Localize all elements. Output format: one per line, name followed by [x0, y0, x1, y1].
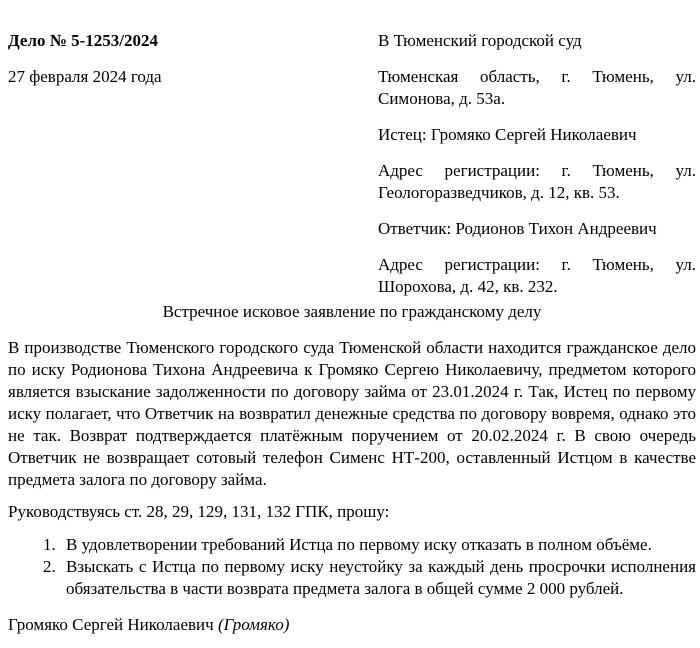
plaintiff-address: Адрес регистрации: г. Тюмень, ул. Геологоразведчиков, д. 12, кв. 53. [378, 161, 696, 202]
plea-intro: Руководствуясь ст. 28, 29, 129, 131, 132 ГПК, прошу: [8, 502, 390, 521]
document-header [8, 30, 696, 298]
case-number: Дело № 5-1253/2024 [8, 31, 158, 50]
defendant-address: Адрес регистрации: г. Тюмень, ул. Шорохова, д. 42, кв. 232. [378, 255, 696, 296]
court-name: В Тюменский городской суд [378, 31, 582, 50]
statement-body: В производстве Тюменского городского суда Тюменской области находится гражданское дело по иску Родионова Тихона Андреевича к Громяко Сергею Николаевичу, предметом которого является взыскание задолженности по договору займа от 23.01.2024 г. Так, Истец по первому иску полагает, что Ответчик на возвратил денежные средства по договору вовремя, однако это не так. Возврат подтверждается платёжным поручением от 20.02.2024 г. В свою очередь Ответчик не возвращает сотовый телефон Сименс НТ-200, оставленный Истцом в качестве предмета залога по договору займа. [8, 338, 696, 489]
court-address: Тюменская область, г. Тюмень, ул. Симонова, д. 53а. [378, 67, 696, 108]
demand-item: 1. В удовлетворении требований Истца по первому иску отказать в полном объёме. [60, 534, 696, 556]
signatory-name: Громяко Сергей Николаевич [8, 615, 214, 634]
defendant-name: Ответчик: Родионов Тихон Андреевич [378, 219, 657, 238]
signature-line [8, 614, 696, 636]
signature-handwritten: (Громяко) [217, 615, 290, 634]
parties-block [378, 30, 696, 298]
demand-item: 2. Взыскать с Истца по первому иску неустойку за каждый день просрочки исполнения обязательства в части возврата предмета залога в общей сумме 2 000 рублей. [60, 556, 696, 600]
document-title: Встречное исковое заявление по гражданскому делу [162, 302, 542, 321]
plaintiff-name: Истец: Громяко Сергей Николаевич [378, 125, 637, 144]
case-info-block [8, 30, 358, 88]
demands-list [8, 534, 696, 600]
case-date: 27 февраля 2024 года [8, 67, 162, 86]
